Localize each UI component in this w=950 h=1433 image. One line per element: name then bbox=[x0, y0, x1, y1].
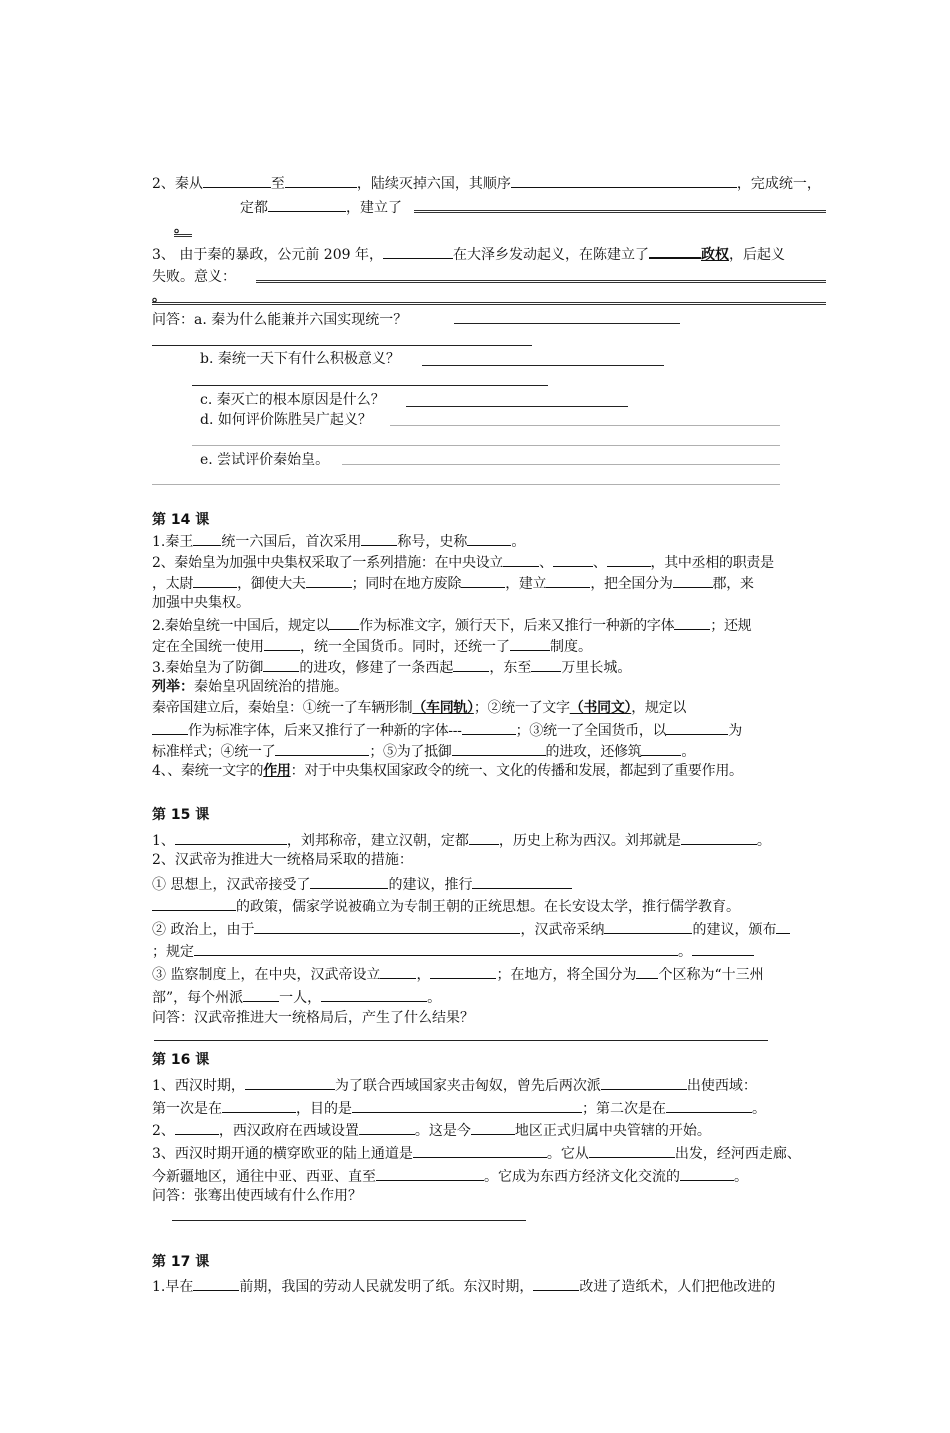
answer-line[interactable] bbox=[256, 280, 826, 283]
l15-line-5: ② 政治上，由于 ，汉武帝采纳 的建议，颁布 bbox=[152, 918, 790, 939]
blank[interactable] bbox=[673, 572, 713, 588]
l16-line-6: 问答：张骞出使西域有什么作用？ bbox=[152, 1188, 362, 1204]
qa-b: b. 秦统一天下有什么积极意义？ bbox=[200, 351, 400, 367]
answer-line[interactable] bbox=[422, 365, 664, 366]
blank[interactable] bbox=[430, 963, 496, 979]
blank[interactable] bbox=[692, 940, 754, 956]
blank[interactable] bbox=[361, 530, 397, 546]
blank[interactable] bbox=[175, 829, 287, 845]
blank[interactable] bbox=[193, 1275, 239, 1291]
blank[interactable] bbox=[263, 656, 299, 672]
blank[interactable] bbox=[193, 530, 221, 546]
answer-line[interactable] bbox=[152, 484, 780, 485]
blank[interactable] bbox=[533, 1275, 579, 1291]
blank[interactable] bbox=[462, 719, 516, 735]
lesson-14-title: 第 14 课 bbox=[152, 512, 210, 528]
l14-line-1: 1.秦王 统一六国后，首次采用 称号，史称 。 bbox=[152, 530, 525, 551]
blank[interactable] bbox=[674, 614, 710, 630]
blank[interactable] bbox=[601, 1074, 687, 1090]
l16-line-3: 2、 ，西汉政府在西域设置 。这是今 地区正式归属中央管辖的开始。 bbox=[152, 1119, 711, 1140]
blank[interactable] bbox=[352, 1097, 582, 1113]
blank[interactable] bbox=[194, 940, 678, 956]
l15-line-9: 问答：汉武帝推进大一统格局后，产生了什么结果？ bbox=[152, 1010, 474, 1026]
blank[interactable] bbox=[243, 986, 279, 1002]
l15-line-8: 部”，每个州派 一人， 。 bbox=[152, 986, 441, 1007]
qa-e: e. 尝试评价秦始皇。 bbox=[200, 452, 330, 468]
blank[interactable] bbox=[452, 740, 546, 756]
q2-period: 。 bbox=[174, 220, 188, 236]
blank[interactable] bbox=[510, 635, 550, 651]
l14-line-2: 2、秦始皇为加强中央集权采取了一系列措施：在中央设立 、 、 ，其中丞相的职责是 bbox=[152, 551, 774, 572]
answer-line[interactable] bbox=[406, 406, 628, 407]
l14-line-10: 作为标准字体，后来又推行了一种新的字体--- ；③统一了全国货币，以 为 bbox=[152, 719, 742, 740]
blank[interactable] bbox=[152, 895, 236, 911]
blank[interactable] bbox=[413, 1142, 547, 1158]
lesson-17-title: 第 17 课 bbox=[152, 1254, 210, 1270]
blank[interactable] bbox=[553, 551, 593, 567]
l14-line-9: 秦帝国建立后，秦始皇：①统一了车辆形制（车同轨）；②统一了文字（书同文），规定以 bbox=[152, 700, 687, 716]
blank[interactable] bbox=[376, 1165, 484, 1181]
l16-line-5: 今新疆地区，通往中亚、西亚、直至 。它成为东西方经济文化交流的 。 bbox=[152, 1165, 748, 1186]
l14-line-7: 3.秦始皇为了防御 的进攻，修建了一条西起 ，东至 万里长城。 bbox=[152, 656, 631, 677]
l14-line-8: 列举：秦始皇巩固统治的措施。 bbox=[152, 679, 348, 695]
l14-line-3: ，太尉 ，御使大夫 ；同时在地方废除 ，建立 ，把全国分为 郡，来 bbox=[152, 572, 754, 593]
blank[interactable] bbox=[467, 530, 511, 546]
answer-line[interactable] bbox=[154, 1040, 768, 1041]
blank[interactable] bbox=[222, 1097, 296, 1113]
blank[interactable] bbox=[641, 740, 681, 756]
answer-line[interactable] bbox=[152, 302, 826, 305]
l16-line-1: 1、西汉时期， 为了联合西域国家夹击匈奴，曾先后两次派 出使西域： bbox=[152, 1074, 757, 1095]
blank[interactable] bbox=[531, 656, 561, 672]
q2-line-2: 定都 ，建立了 bbox=[240, 196, 402, 217]
blank[interactable] bbox=[604, 918, 692, 934]
q3-period: 。 bbox=[152, 289, 166, 305]
blank[interactable] bbox=[203, 172, 271, 188]
blank[interactable] bbox=[511, 172, 737, 188]
qa-c: c. 秦灭亡的根本原因是什么？ bbox=[200, 392, 385, 408]
answer-line[interactable] bbox=[390, 425, 780, 426]
answer-line[interactable] bbox=[454, 323, 680, 324]
q2-line-1: 2、秦从 至 ，陆续灭掉六国，其顺序 ，完成统一， bbox=[152, 172, 821, 193]
l14-line-11: 标准样式；④统一了 ；⑤为了抵御 的进攻，还修筑 。 bbox=[152, 740, 695, 761]
answer-line[interactable] bbox=[414, 210, 826, 213]
lesson-15-title: 第 15 课 bbox=[152, 807, 210, 823]
blank[interactable] bbox=[380, 963, 416, 979]
blank[interactable] bbox=[636, 963, 658, 979]
l14-line-12: 4、、秦统一文字的作用：对于中央集权国家政令的统一、文化的传播和发展，都起到了重要作用。 bbox=[152, 763, 743, 779]
blank[interactable] bbox=[680, 1165, 734, 1181]
blank[interactable] bbox=[193, 572, 237, 588]
l15-line-6: ；规定 。 bbox=[152, 940, 754, 961]
blank[interactable] bbox=[471, 1119, 515, 1135]
blank[interactable] bbox=[321, 986, 427, 1002]
answer-line[interactable] bbox=[342, 464, 780, 465]
blank[interactable] bbox=[503, 551, 539, 567]
blank[interactable] bbox=[268, 196, 346, 212]
l15-line-2: 2、汉武帝为推进大一统格局采取的措施： bbox=[152, 852, 413, 868]
answer-line[interactable] bbox=[192, 385, 548, 386]
lesson-16-title: 第 16 课 bbox=[152, 1052, 210, 1068]
l14-line-5: 2.秦始皇统一中国后，规定以 作为标准文字，颁行天下，后来又推行一种新的字体 ；还规 bbox=[152, 614, 751, 635]
blank[interactable] bbox=[264, 635, 300, 651]
blank[interactable] bbox=[152, 719, 188, 735]
blank[interactable] bbox=[469, 829, 499, 845]
blank[interactable] bbox=[472, 873, 572, 889]
blank[interactable] bbox=[453, 656, 489, 672]
l14-line-6: 定在全国统一使用 ，统一全国货币。同时，还统一了 制度。 bbox=[152, 635, 592, 656]
answer-line[interactable] bbox=[172, 1220, 526, 1221]
q3-line-2: 失败。意义： bbox=[152, 269, 236, 285]
blank[interactable] bbox=[359, 1119, 415, 1135]
blank[interactable] bbox=[310, 873, 388, 889]
q3-line-1: 3、 由于秦的暴政，公元前 209 年， 在大泽乡发动起义，在陈建立了 政权，后起义 bbox=[152, 242, 785, 263]
l15-line-3: ① 思想上，汉武帝接受了 的建议，推行 bbox=[152, 873, 572, 894]
l16-line-2: 第一次是在 ，目的是 ；第二次是在 。 bbox=[152, 1097, 766, 1118]
l16-line-4: 3、西汉时期开通的横穿欧亚的陆上通道是 。它从 出发，经河西走廊、 bbox=[152, 1142, 801, 1163]
blank[interactable] bbox=[306, 572, 352, 588]
l17-line-1: 1.早在 前期，我国的劳动人民就发明了纸。东汉时期， 改进了造纸术，人们把他改进的 bbox=[152, 1275, 775, 1296]
blank[interactable] bbox=[776, 918, 790, 934]
l15-line-1: 1、 ，刘邦称帝，建立汉朝，定都 ，历史上称为西汉。刘邦就是 。 bbox=[152, 829, 771, 850]
blank[interactable] bbox=[461, 572, 505, 588]
qa-a: 问答：a. 秦为什么能兼并六国实现统一？ bbox=[152, 312, 408, 328]
blank[interactable] bbox=[681, 829, 757, 845]
blank[interactable] bbox=[383, 243, 453, 259]
blank[interactable] bbox=[175, 1119, 219, 1135]
blank[interactable] bbox=[589, 1142, 675, 1158]
blank[interactable] bbox=[285, 172, 357, 188]
blank[interactable] bbox=[666, 719, 728, 735]
blank[interactable] bbox=[649, 242, 701, 259]
blank[interactable] bbox=[275, 740, 369, 756]
blank[interactable] bbox=[607, 551, 651, 567]
l15-line-4: 的政策，儒家学说被确立为专制王朝的正统思想。在长安设太学，推行儒学教育。 bbox=[152, 895, 740, 916]
answer-line[interactable] bbox=[192, 445, 780, 446]
blank[interactable] bbox=[329, 614, 359, 630]
blank[interactable] bbox=[546, 572, 590, 588]
answer-line bbox=[174, 234, 192, 237]
blank[interactable] bbox=[245, 1074, 335, 1090]
blank[interactable] bbox=[254, 918, 520, 934]
qa-d: d. 如何评价陈胜吴广起义？ bbox=[200, 412, 372, 428]
l14-line-4: 加强中央集权。 bbox=[152, 595, 250, 611]
blank[interactable] bbox=[666, 1097, 752, 1113]
l15-line-7: ③ 监察制度上，在中央，汉武帝设立 ， ；在地方，将全国分为 个区称为“十三州 bbox=[152, 963, 764, 984]
answer-line[interactable] bbox=[152, 345, 532, 346]
